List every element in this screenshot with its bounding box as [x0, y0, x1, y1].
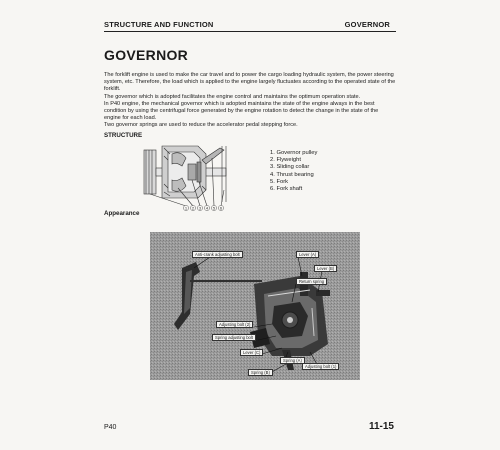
diagram-number-3: 3 — [199, 206, 201, 211]
governor-cross-section-diagram — [140, 140, 250, 212]
diagram-number-2: 2 — [192, 206, 194, 211]
diagram-number-4: 4 — [206, 206, 208, 211]
paragraph-3: In P40 engine, the mechanical governor which is adopted maintains the state of the engine always in the best condition by using the centrifugal force generated by the engine rotation to detect the change in the state of the engine for each load. — [104, 100, 379, 122]
paragraph-1: The forklift engine is used to make the car travel and to power the cargo loading hydraulic system, the power steering system, etc. Therefore, the load which is applied to the engine largely fluctuates according to the operated state of the forklift. — [104, 72, 396, 93]
parts-list-item: 6. Fork shaft — [270, 186, 303, 193]
appearance-heading: Appearance — [104, 210, 140, 217]
callout-return-spring: Return spring — [296, 278, 327, 285]
page-title: GOVERNOR — [104, 47, 189, 63]
callout-adjusting-bolt-2: Adjusting bolt (2) — [216, 321, 253, 328]
page-number: 11-15 — [368, 421, 394, 432]
running-header-section: STRUCTURE AND FUNCTION — [104, 20, 214, 29]
parts-list-item: 4. Thrust bearing — [270, 171, 314, 178]
running-header-topic: GOVERNOR — [344, 20, 390, 29]
paragraph-2: The governor which is adopted facilitates the engine control and maintains the optimum operation state. — [104, 93, 361, 100]
structure-heading: STRUCTURE — [104, 132, 143, 139]
photo-rendering — [150, 232, 360, 380]
governor-appearance-photo — [150, 232, 360, 380]
callout-lever-b: Lever (B) — [314, 265, 337, 272]
callout-adjusting-bolt-1: Adjusting bolt (1) — [302, 363, 339, 370]
diagram-number-6: 6 — [220, 206, 222, 211]
callout-lever-a: Lever (A) — [296, 251, 319, 258]
callout-lever-c: Lever (C) — [240, 349, 263, 356]
parts-list-item: 3. Sliding collar — [270, 164, 310, 171]
callout-anti-crank-adjusting-bolt: Anti-crank adjusting bolt — [192, 251, 243, 258]
parts-list-item: 1. Governor pulley — [270, 150, 318, 156]
diagram-number-1: 1 — [185, 206, 187, 211]
callout-spring-a: Spring (A) — [280, 357, 305, 364]
intro-text — [104, 72, 396, 130]
callout-spring-adjusting-bolt: Spring adjusting bolt — [212, 334, 256, 341]
parts-list-item: 2. Flyweight — [270, 157, 301, 164]
diagram-number-5: 5 — [213, 206, 215, 211]
footer-model: P40 — [104, 424, 117, 431]
parts-list — [270, 150, 317, 193]
parts-list-item: 5. Fork — [270, 178, 289, 185]
header-rule — [104, 31, 396, 32]
callout-spring-b: Spring (B) — [248, 369, 273, 376]
paragraph-4: Two governor springs are used to reduce the accelerator pedal stepping force. — [104, 122, 298, 129]
